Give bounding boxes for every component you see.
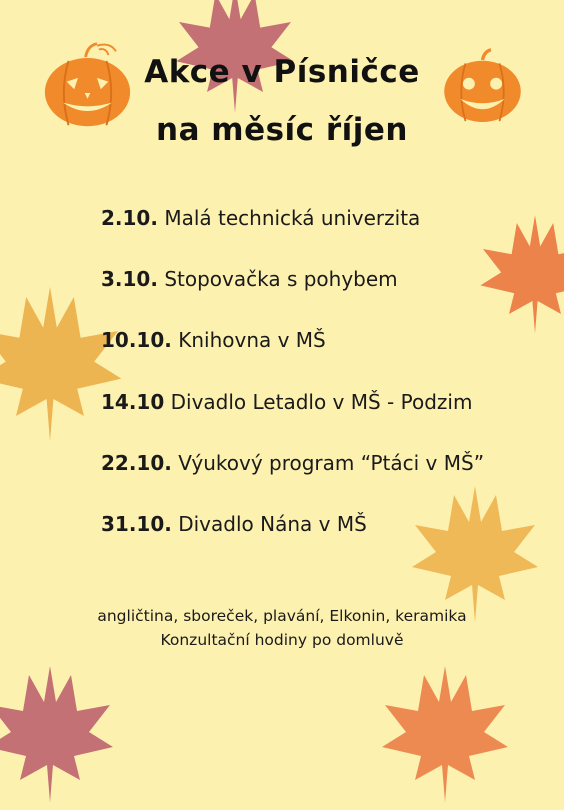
event-text: Výukový program “Ptáci v MŠ” — [178, 451, 485, 475]
event-date: 3.10. — [101, 267, 158, 291]
consultation-line: Konzultační hodiny po domluvě — [160, 631, 404, 649]
page-subtitle: na měsíc říjen — [156, 112, 408, 148]
maple-leaf-icon — [360, 660, 530, 810]
activities-line: angličtina, sboreček, plavání, Elkonin, keramika — [97, 607, 467, 625]
maple-leaf-icon — [0, 660, 130, 810]
event-text: Divadlo Letadlo v MŠ - Podzim — [170, 390, 473, 414]
event-item — [101, 390, 472, 414]
event-date: 2.10. — [101, 206, 158, 230]
event-date: 10.10. — [101, 328, 172, 352]
event-item — [101, 267, 398, 291]
event-text: Divadlo Nána v MŠ — [178, 512, 367, 536]
event-text: Malá technická univerzita — [164, 206, 421, 230]
event-item — [101, 512, 367, 536]
event-item — [101, 328, 326, 352]
maple-leaf-icon — [470, 150, 564, 400]
event-text: Stopovačka s pohybem — [164, 267, 398, 291]
event-item — [101, 206, 420, 230]
page-title: Akce v Písničce — [144, 54, 420, 90]
event-date: 22.10. — [101, 451, 172, 475]
event-item — [101, 451, 484, 475]
event-text: Knihovna v MŠ — [178, 328, 326, 352]
event-date: 14.10 — [101, 390, 165, 414]
event-date: 31.10. — [101, 512, 172, 536]
maple-leaf-icon — [0, 280, 140, 450]
